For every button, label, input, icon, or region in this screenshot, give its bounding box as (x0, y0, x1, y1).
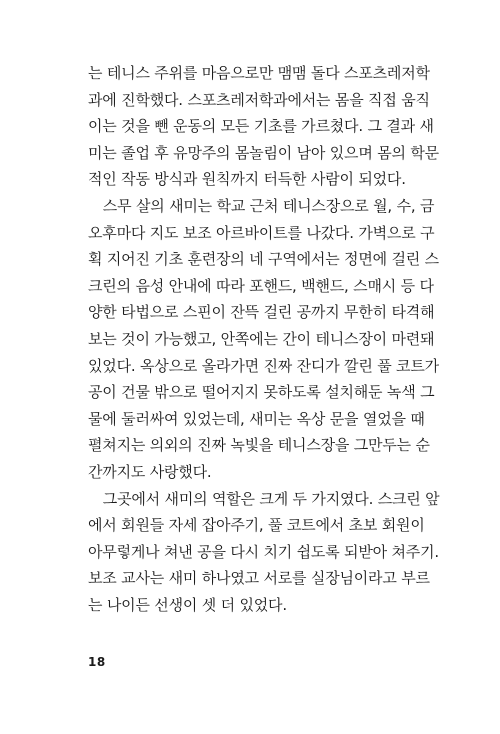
text-line: 공이 건물 밖으로 떨어지지 못하도록 설치해둔 녹색 그 (88, 383, 435, 402)
text-line: 물에 둘러싸여 있었는데, 새미는 옥상 문을 열었을 때 (88, 409, 425, 428)
text-line: 간까지도 사랑했다. (88, 462, 212, 481)
text-line: 적인 작동 방식과 원칙까지 터득한 사람이 되었다. (88, 170, 406, 189)
text-line: 양한 타법으로 스핀이 잔뜩 걸린 공까지 무한히 타격해 (88, 303, 435, 322)
text-line: 에서 회원들 자세 잡아주기, 풀 코트에서 초보 회원이 (88, 516, 425, 535)
text-line: 는 나이든 선생이 셋 더 있었다. (88, 595, 287, 614)
text-line: 는 테니스 주위를 마음으로만 맴맴 돌다 스포츠레저학 (88, 64, 430, 82)
text-line: 과에 진학했다. 스포츠레저학과에서는 몸을 직접 움직 (88, 90, 430, 109)
text-line: 미는 졸업 후 유망주의 몸놀림이 남아 있으며 몸의 학문 (88, 143, 439, 162)
paragraph-1 (88, 60, 439, 193)
text-line: 있었다. 옥상으로 올라가면 진짜 잔디가 깔린 풀 코트가 (88, 356, 439, 375)
text-line: 펼쳐지는 의외의 진짜 녹빛을 테니스장을 그만두는 순 (88, 436, 430, 455)
text-line: 그곳에서 새미의 역할은 크게 두 가지였다. 스크린 앞 (88, 489, 440, 508)
text-line: 획 지어진 기초 훈련장의 네 구역에서는 정면에 걸린 스 (88, 250, 439, 269)
text-line: 스무 살의 새미는 학교 근처 테니스장으로 월, 수, 금 (88, 196, 435, 215)
text-line: 오후마다 지도 보조 아르바이트를 나갔다. 가벽으로 구 (88, 223, 435, 242)
text-line: 보는 것이 가능했고, 안쪽에는 간이 테니스장이 마련돼 (88, 329, 435, 348)
body-text (88, 60, 440, 618)
paragraph-3 (88, 486, 440, 619)
text-line: 이는 것을 뺀 운동의 모든 기초를 가르쳤다. 그 결과 새 (88, 117, 434, 136)
page-number: 18 (88, 655, 106, 669)
text-line: 보조 교사는 새미 하나였고 서로를 실장님이라고 부르 (88, 569, 430, 588)
text-line: 아무렇게나 쳐낸 공을 다시 치기 쉽도록 되받아 쳐주기. (88, 542, 439, 561)
paragraph-2 (88, 193, 439, 486)
text-line: 크린의 음성 안내에 따라 포핸드, 백핸드, 스매시 등 다 (88, 276, 434, 295)
